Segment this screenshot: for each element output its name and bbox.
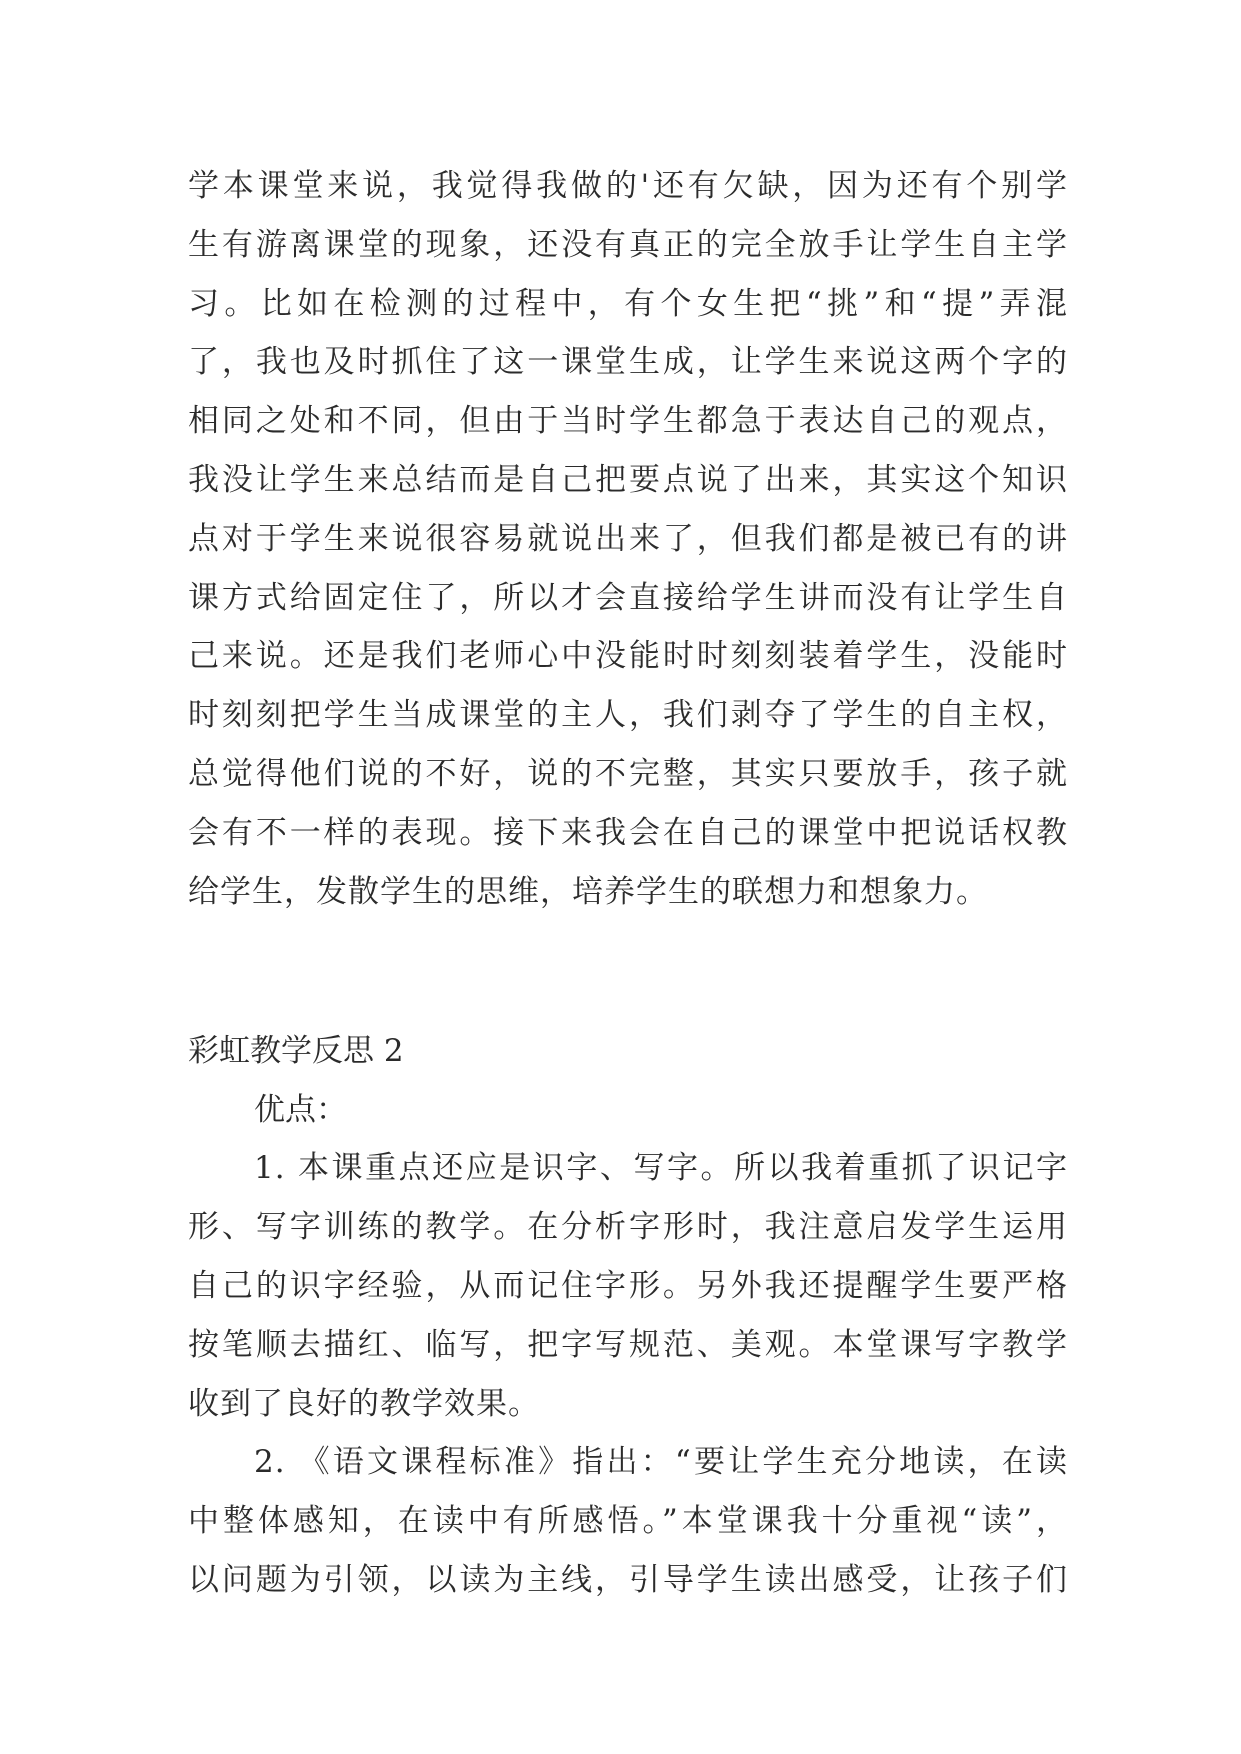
text-line: 按笔顺去描红、临写，把字写规范、美观。本堂课写字教学	[188, 1326, 1068, 1363]
text-line: 相同之处和不同，但由于当时学生都急于表达自己的观点，	[188, 403, 1068, 440]
text-line: 自己的识字经验，从而记住字形。另外我还提醒学生要严格	[188, 1267, 1068, 1304]
text-line: 己来说。还是我们老师心中没能时时刻刻装着学生，没能时	[188, 638, 1068, 675]
paragraph-spacer	[188, 921, 1068, 1021]
text-line: 中整体感知，在读中有所感悟。”本堂课我十分重视“读”，	[188, 1503, 1068, 1540]
text-line: 会有不一样的表现。接下来我会在自己的课堂中把说话权教	[188, 814, 1068, 851]
text-line: 形、写字训练的教学。在分析字形时，我注意启发学生运用	[188, 1209, 1068, 1246]
text-line: 收到了良好的教学效果。	[188, 1385, 540, 1422]
section-heading: 彩虹教学反思 2	[188, 1033, 404, 1070]
paragraph-point-2	[188, 1433, 1068, 1609]
text-line: 学本课堂来说，我觉得我做的'还有欠缺，因为还有个别学	[188, 168, 1068, 204]
text-line: 总觉得他们说的不好，说的不完整，其实只要放手，孩子就	[188, 755, 1068, 792]
text-line: 点对于学生来说很容易就说出来了，但我们都是被已有的讲	[188, 520, 1068, 557]
text-line: 给学生，发散学生的思维，培养学生的联想力和想象力。	[188, 873, 988, 910]
document-body	[188, 157, 1068, 1610]
text-line: 生有游离课堂的现象，还没有真正的完全放手让学生自主学	[188, 226, 1068, 263]
text-line: 1. 本课重点还应是识字、写字。所以我着重抓了识记字	[254, 1150, 1068, 1187]
paragraph-point-1	[188, 1139, 1068, 1433]
text-line: 习。比如在检测的过程中，有个女生把“挑”和“提”弄混	[188, 285, 1068, 322]
text-line: 课方式给固定住了，所以才会直接给学生讲而没有让学生自	[188, 579, 1068, 616]
text-line: 以问题为引领，以读为主线，引导学生读出感受，让孩子们	[188, 1561, 1068, 1598]
paragraph-reflection-1	[188, 157, 1068, 921]
text-line: 时刻刻把学生当成课堂的主人，我们剥夺了学生的自主权，	[188, 697, 1068, 734]
advantages-label: 优点：	[254, 1092, 347, 1129]
text-line: 我没让学生来总结而是自己把要点说了出来，其实这个知识	[188, 461, 1068, 498]
text-line: 2. 《语文课程标准》指出：“要让学生充分地读，在读	[254, 1444, 1068, 1481]
text-line: 了，我也及时抓住了这一课堂生成，让学生来说这两个字的	[188, 344, 1068, 381]
